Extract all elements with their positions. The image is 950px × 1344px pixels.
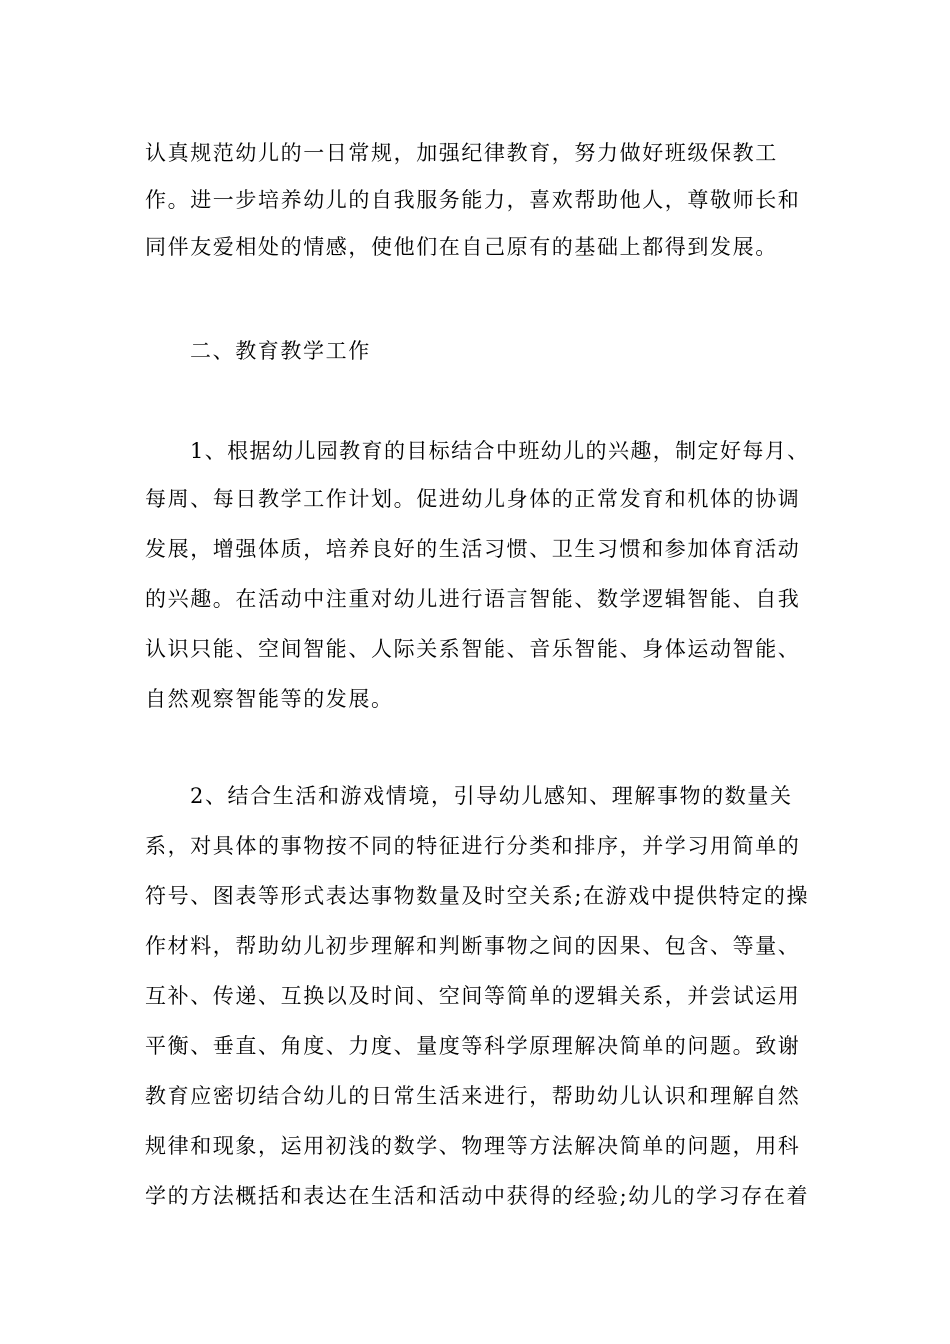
paragraph-2-line-5: 互补、传递、互换以及时间、空间等简单的逻辑关系，并尝试运用 [145, 984, 801, 1008]
intro-line-2: 作。进一步培养幼儿的自我服务能力，喜欢帮助他人，尊敬师长和 [145, 188, 801, 212]
paragraph-2-line-1: 2、结合生活和游戏情境，引导幼儿感知、理解事物的数量关 [190, 784, 793, 808]
paragraph-1-line-3: 发展，增强体质，培养良好的生活习惯、卫生习惯和参加体育活动 [145, 537, 801, 561]
paragraph-2-line-4: 作材料，帮助幼儿初步理解和判断事物之间的因果、包含、等量、 [145, 934, 801, 958]
intro-line-3: 同伴友爱相处的情感，使他们在自己原有的基础上都得到发展。 [145, 235, 778, 259]
paragraph-2-line-7: 教育应密切结合幼儿的日常生活来进行，帮助幼儿认识和理解自然 [145, 1084, 801, 1108]
paragraph-1-line-2: 每周、每日教学工作计划。促进幼儿身体的正常发育和机体的协调 [145, 487, 801, 511]
paragraph-1-line-1: 1、根据幼儿园教育的目标结合中班幼儿的兴趣，制定好每月、 [190, 439, 810, 463]
section-heading: 二、教育教学工作 [190, 339, 371, 363]
intro-line-1: 认真规范幼儿的一日常规，加强纪律教育，努力做好班级保教工 [145, 141, 778, 165]
paragraph-2-line-8: 规律和现象，运用初浅的数学、物理等方法解决简单的问题，用科 [145, 1134, 801, 1158]
paragraph-1-line-6: 自然观察智能等的发展。 [145, 687, 394, 711]
paragraph-1-line-4: 的兴趣。在活动中注重对幼儿进行语言智能、数学逻辑智能、自我 [145, 587, 801, 611]
paragraph-2-line-6: 平衡、垂直、角度、力度、量度等科学原理解决简单的问题。致谢 [145, 1034, 801, 1058]
paragraph-2-line-3: 符号、图表等形式表达事物数量及时空关系;在游戏中提供特定的操 [145, 884, 810, 908]
paragraph-1-line-5: 认识只能、空间智能、人际关系智能、音乐智能、身体运动智能、 [145, 637, 801, 661]
paragraph-2-line-2: 系，对具体的事物按不同的特征进行分类和排序，并学习用简单的 [145, 834, 801, 858]
paragraph-2-line-9: 学的方法概括和表达在生活和活动中获得的经验;幼儿的学习存在着 [145, 1184, 810, 1208]
